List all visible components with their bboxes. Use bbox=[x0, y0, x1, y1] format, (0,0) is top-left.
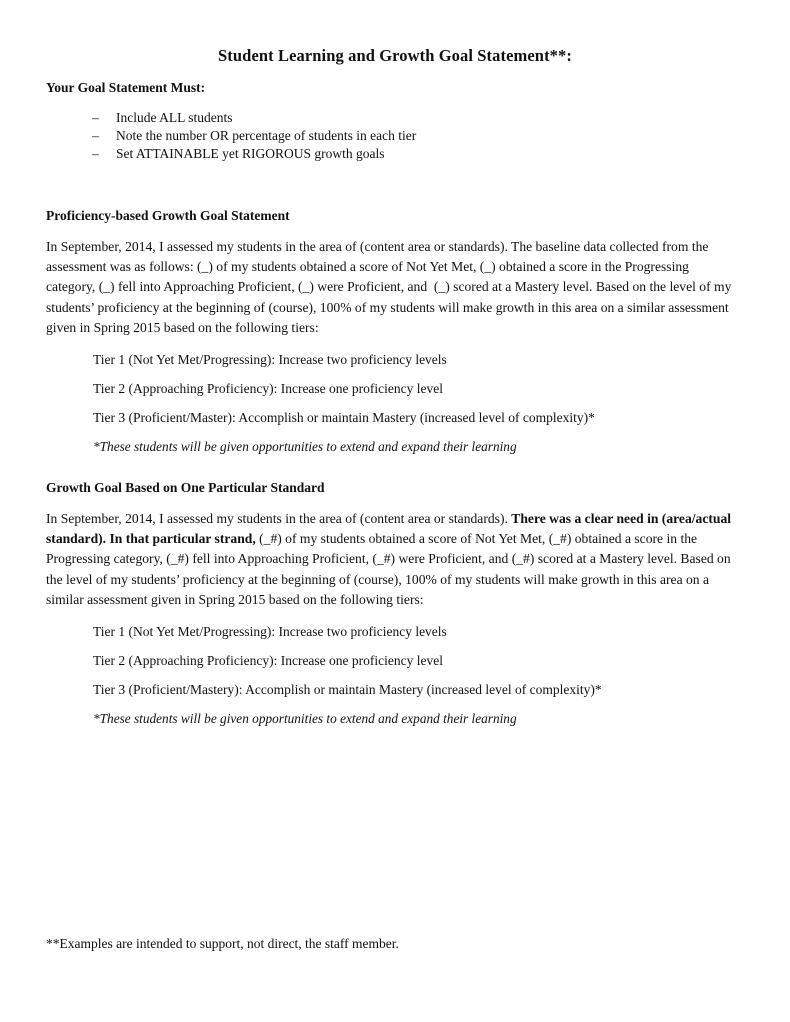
page-title: Student Learning and Growth Goal Statement**: bbox=[218, 46, 572, 65]
section-proficiency-based bbox=[46, 208, 738, 456]
tier-line-1: Tier 1 (Not Yet Met/Progressing): Increase two proficiency levels bbox=[93, 352, 447, 368]
paragraph-text-tail: (_#) of my students obtained a score of Not Yet Met, (_#) obtained a score in the Progressing category, (_#) fell into Approaching Proficient, (_#) were Proficient, and (_#) scored at a Mastery level. Based on the level of my students’ proficiency at the beginning of (course), 100% of my students will make growth in this area on a similar assessment given in Spring 2015 based on the following tiers: bbox=[46, 531, 735, 607]
section-one-particular-standard bbox=[46, 480, 738, 728]
tier-list bbox=[46, 622, 738, 728]
list-item bbox=[46, 109, 736, 127]
list-item bbox=[46, 145, 736, 163]
tier-line-3: Tier 3 (Proficient/Mastery): Accomplish or maintain Mastery (increased level of complexity)* bbox=[93, 682, 602, 698]
dash-bullet-icon: – bbox=[92, 110, 99, 125]
tier-line-2: Tier 2 (Approaching Proficiency): Increase one proficiency level bbox=[93, 381, 443, 397]
tier-line-1: Tier 1 (Not Yet Met/Progressing): Increase two proficiency levels bbox=[93, 624, 447, 640]
list-item-label: Include ALL students bbox=[116, 110, 233, 125]
section-heading: Growth Goal Based on One Particular Standard bbox=[46, 480, 325, 495]
requirements-list bbox=[46, 109, 736, 163]
section-paragraph bbox=[46, 237, 738, 338]
list-item bbox=[46, 127, 736, 145]
lead-heading: Your Goal Statement Must: bbox=[46, 80, 206, 95]
dash-bullet-icon: – bbox=[92, 146, 99, 161]
tier-footnote: *These students will be given opportunities to extend and expand their learning bbox=[93, 439, 517, 455]
tier-footnote: *These students will be given opportunities to extend and expand their learning bbox=[93, 711, 517, 727]
page-footnote: **Examples are intended to support, not direct, the staff member. bbox=[46, 936, 399, 951]
tier-list bbox=[46, 350, 738, 456]
paragraph-text-bold: There was a clear need in (area/actual standard). In that particular strand, bbox=[46, 511, 735, 547]
dash-bullet-icon: – bbox=[92, 128, 99, 143]
paragraph-text-lead: In September, 2014, I assessed my students in the area of (content area or standards). The baseline data collected from the assessment was as follows: (_) of my students obtained a score of Not Yet Met, (_) obtained a score in the Progressing category, (_) fell into Approaching Proficient, (_) were Proficient, and (_) scored at a Mastery level. Based on the level of my students’ proficiency at the beginning of (course), 100% of my students will make growth in this area on a similar assessment given in Spring 2015 based on the following tiers: bbox=[46, 239, 735, 335]
list-item-label: Set ATTAINABLE yet RIGOROUS growth goals bbox=[116, 146, 385, 161]
section-heading: Proficiency-based Growth Goal Statement bbox=[46, 208, 290, 223]
list-item-label: Note the number OR percentage of students in each tier bbox=[116, 128, 417, 143]
section-paragraph bbox=[46, 509, 738, 610]
tier-line-2: Tier 2 (Approaching Proficiency): Increase one proficiency level bbox=[93, 653, 443, 669]
tier-line-3: Tier 3 (Proficient/Master): Accomplish or maintain Mastery (increased level of complexity)* bbox=[93, 410, 595, 426]
paragraph-text-lead: In September, 2014, I assessed my students in the area of (content area or standards). bbox=[46, 511, 512, 526]
